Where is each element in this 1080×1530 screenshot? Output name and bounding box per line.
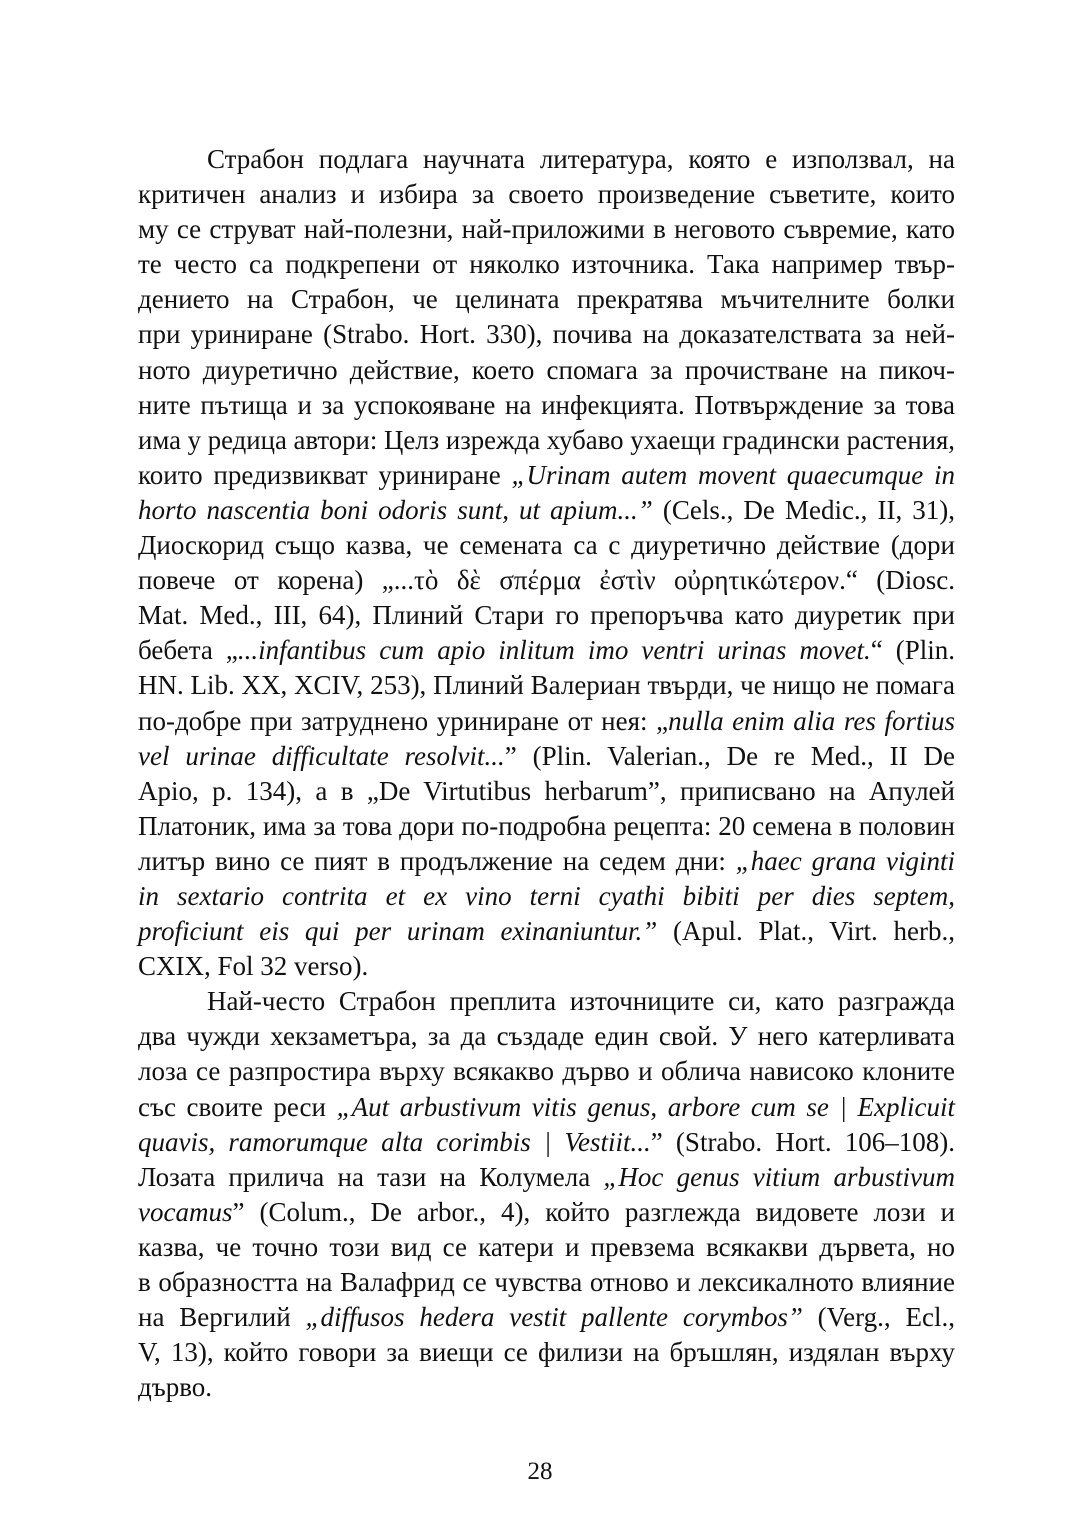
text-line (138, 739, 955, 774)
text-line (138, 1230, 955, 1265)
italic-quote: in sextario contrita et ex vino terni cyathi bibiti per dies septem, (138, 880, 955, 911)
text-segment: лоза се разпростира върху всякакво дърво и облича нависоко клоните (138, 1056, 955, 1087)
italic-quote: „Urinam autem movent quaecumque in (511, 459, 955, 490)
italic-quote: „diffusos hedera vestit pallente corymbos” (305, 1302, 803, 1333)
text-line (138, 353, 955, 388)
text-line (138, 949, 955, 984)
text-segment: ното диуретично действие, което спомага за прочистване на пикоч- (138, 354, 955, 385)
text-line (138, 423, 955, 458)
text-segment: CXIX, Fol 32 verso). (138, 951, 369, 982)
text-line (138, 317, 955, 352)
text-line (138, 1160, 955, 1195)
text-line (138, 879, 955, 914)
text-line (138, 1265, 955, 1300)
text-segment: те често са подкрепени от няколко източника. Така например твър- (138, 249, 955, 280)
text-segment: Mat. Med., III, 64), Плиний Стари го препоръчва като диуретик при (138, 600, 955, 631)
text-line (138, 809, 955, 844)
text-line (138, 1054, 955, 1089)
text-segment: Диоскорид също казва, че семената са с диуретично действие (дори (138, 530, 955, 561)
text-line (138, 633, 955, 668)
text-line (138, 984, 955, 1019)
text-segment: които предизвикват уриниране (138, 459, 512, 490)
text-segment: Лозата прилича на тази на Колумела (138, 1161, 604, 1192)
text-segment: повече от корена) „...τὸ δὲ σπέρμα ἐστὶν οὐρητικώτερον.“ (Diosc. (138, 565, 955, 596)
text-line (138, 1300, 955, 1335)
text-segment: (Cels., De Medic., II, 31), (652, 494, 955, 525)
italic-quote: quavis, ramorumque alta corimbis | Vestiit... (138, 1126, 651, 1157)
text-line (138, 177, 955, 212)
text-segment: казва, че точно този вид се катери и превзема всякакви дървета, но (138, 1231, 955, 1262)
text-segment: ните пътища и за успокояване на инфекцията. Потвърждение за това (138, 389, 955, 420)
text-segment: Платоник, има за това дори по-подробна рецепта: 20 семена в половин (138, 810, 955, 841)
text-segment: на Вергилий (138, 1302, 306, 1333)
text-segment: бебета „ (138, 635, 238, 666)
text-segment: ” (Strabo. Hort. 106–108). (650, 1126, 955, 1157)
italic-quote: proficiunt eis qui per urinam exinaniuntur.” (138, 916, 658, 947)
italic-quote: horto nascentia boni odoris sunt, ut apium...” (138, 494, 653, 525)
page-number: 28 (527, 1458, 553, 1485)
text-line (138, 388, 955, 423)
text-segment: ” (Plin. Valerian., De re Med., II De (504, 740, 955, 771)
text-line (138, 247, 955, 282)
text-line (138, 774, 955, 809)
body-text (138, 142, 955, 1405)
text-segment: V, 13), който говори за виещи се филизи на бръшлян, издялан върху (138, 1337, 955, 1368)
text-segment: HN. Lib. XX, XCIV, 253), Плиний Валериан твърди, че нищо не помага (138, 670, 955, 701)
text-line (138, 528, 955, 563)
text-line (138, 212, 955, 247)
text-line (138, 1335, 955, 1370)
text-segment: (Apul. Plat., Virt. herb., (657, 916, 955, 947)
text-line (138, 563, 955, 598)
italic-quote: „Hoc genus vitium arbustivum (603, 1161, 955, 1192)
text-segment: критичен анализ и избира за своето произведение съветите, които (138, 179, 955, 210)
text-segment: Най-често Страбон преплита източниците си, като разгражда (207, 986, 955, 1017)
text-segment: (Verg., Ecl., (802, 1302, 955, 1333)
text-segment: литър вино се пият в продължение на седем дни: (138, 845, 736, 876)
text-line (138, 1090, 955, 1125)
text-line (138, 844, 955, 879)
text-line (138, 668, 955, 703)
text-line (138, 704, 955, 739)
text-segment: Apio, p. 134), а в „De Virtutibus herbarum”, приписвано на Апулей (138, 775, 955, 806)
text-segment: два чужди хекзаметъра, за да създаде един свой. У него катерливата (138, 1021, 955, 1052)
text-line (138, 493, 955, 528)
text-line (138, 598, 955, 633)
text-line (138, 1195, 955, 1230)
italic-quote: nulla enim alia res fortius (668, 705, 955, 736)
italic-quote: vocamus (138, 1196, 233, 1227)
text-segment: при уриниране (Strabo. Hort. 330), почива на доказателствата за ней- (138, 319, 955, 350)
italic-quote: ...infantibus cum apio inlitum imo ventri urinas movet. (237, 635, 871, 666)
text-segment: дението на Страбон, че целината прекратява мъчителните болки (138, 284, 955, 315)
italic-quote: „haec grana viginti (735, 845, 955, 876)
text-line (138, 1370, 955, 1405)
text-line (138, 1125, 955, 1160)
text-segment: по-добре при затруднено уриниране от нея: „ (138, 705, 669, 736)
italic-quote: vel urinae difficultate resolvit... (138, 740, 505, 771)
text-line (138, 458, 955, 493)
text-segment: ” (Colum., De arbor., 4), който разглежда видовете лози и (232, 1196, 955, 1227)
text-segment: в образността на Валафрид се чувства отново и лексикалното влияние (138, 1267, 955, 1297)
text-line (138, 1019, 955, 1054)
text-segment: дърво. (138, 1372, 213, 1403)
text-line (138, 142, 955, 177)
text-segment: му се струват най-полезни, най-приложими в неговото съвремие, като (138, 214, 955, 245)
text-segment: има у редица автори: Целз изрежда хубаво ухаещи градински растения, (138, 424, 955, 455)
text-line (138, 914, 955, 949)
text-segment: със своите реси (138, 1091, 337, 1122)
text-line (138, 282, 955, 317)
text-segment: Страбон подлага научната литература, която е използвал, на (207, 144, 955, 174)
italic-quote: „Aut arbustivum vitis genus, arbore cum se | Explicuit (336, 1091, 955, 1122)
text-segment: “ (Plin. (870, 635, 955, 666)
